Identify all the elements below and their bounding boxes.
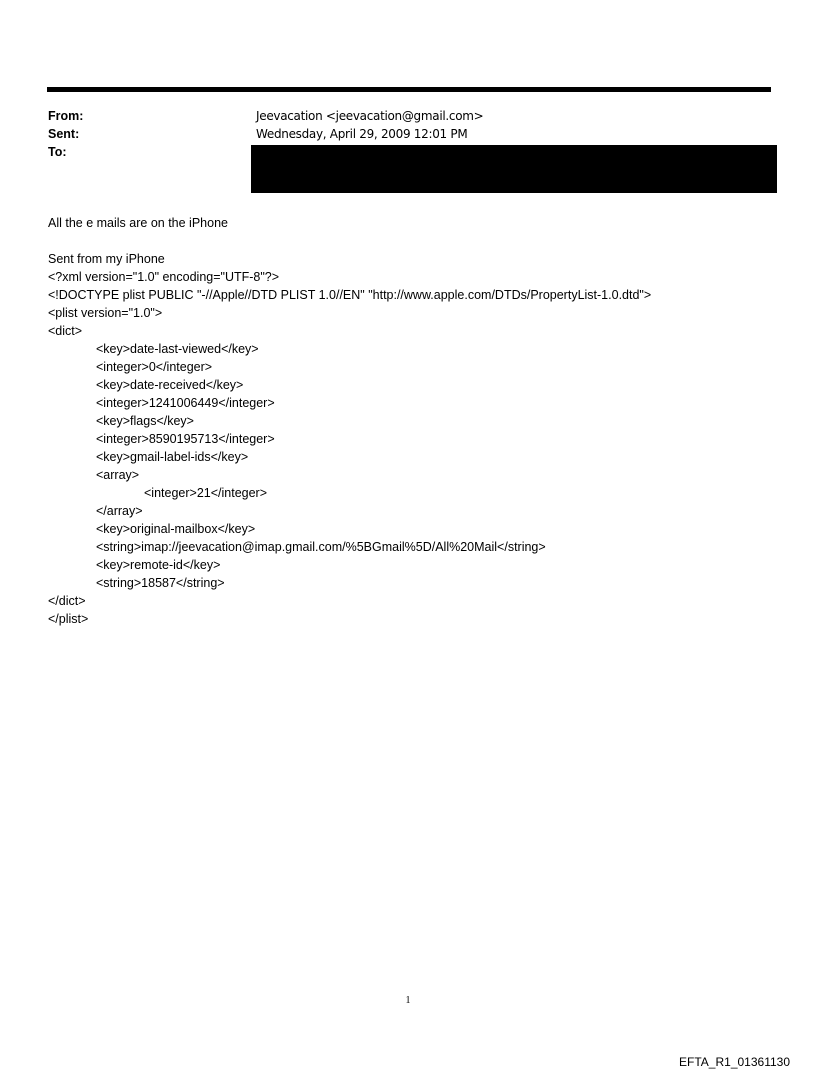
page-number: 1 — [405, 995, 411, 1006]
plist-entry: <integer>8590195713</integer> — [96, 432, 275, 446]
body-line: All the e mails are on the iPhone — [48, 216, 228, 230]
plist-entry: <key>date-last-viewed</key> — [96, 342, 259, 356]
plist-entry: <key>flags</key> — [96, 414, 194, 428]
bates-number: EFTA_R1_01361130 — [679, 1055, 790, 1069]
signature-line: Sent from my iPhone — [48, 252, 165, 266]
plist-entry: </array> — [96, 504, 143, 518]
doctype-line: <!DOCTYPE plist PUBLIC "-//Apple//DTD PLIST 1.0//EN" "http://www.apple.com/DTDs/PropertyList-1.0.dtd"> — [48, 288, 652, 302]
sent-label: Sent: — [48, 127, 80, 141]
plist-close: </plist> — [48, 612, 89, 626]
header-rule — [47, 87, 771, 92]
plist-entry: <integer>0</integer> — [96, 360, 213, 374]
from-label: From: — [48, 109, 84, 123]
to-label: To: — [48, 145, 67, 159]
plist-entry: <string>imap://jeevacation@imap.gmail.com/%5BGmail%5D/All%20Mail</string> — [96, 540, 546, 554]
plist-entry: <key>remote-id</key> — [96, 558, 221, 572]
plist-entry: <key>gmail-label-ids</key> — [96, 450, 249, 464]
plist-entry: <key>original-mailbox</key> — [96, 522, 256, 536]
plist-entry: <integer>1241006449</integer> — [96, 396, 275, 410]
redaction-block — [251, 145, 777, 193]
blank-line — [48, 232, 788, 250]
plist-entry: <array> — [96, 468, 140, 482]
email-body — [48, 214, 788, 628]
xml-declaration: <?xml version="1.0" encoding="UTF-8"?> — [48, 270, 280, 284]
plist-entry: <key>date-received</key> — [96, 378, 244, 392]
from-value: Jeevacation <jeevacation@gmail.com> — [256, 109, 484, 123]
array-item: <integer>21</integer> — [144, 486, 268, 500]
plist-open: <plist version="1.0"> — [48, 306, 163, 320]
dict-open: <dict> — [48, 324, 83, 338]
dict-close: </dict> — [48, 594, 86, 608]
sent-value: Wednesday, April 29, 2009 12:01 PM — [256, 127, 468, 141]
plist-entry: <string>18587</string> — [96, 576, 225, 590]
